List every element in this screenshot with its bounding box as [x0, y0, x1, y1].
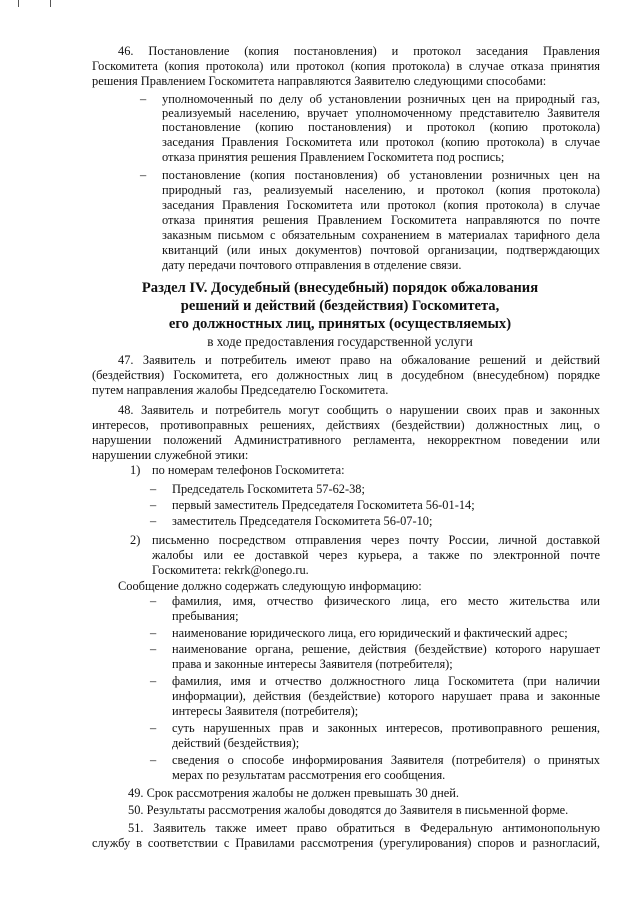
content-item-line: наименование органа, решение, действия (бездействие) которого нарушает [172, 642, 600, 656]
list-item-line: заказным письмом с обязательным сохранением в материалах тарифного дела [162, 228, 600, 242]
content-item-line: фамилия, имя, отчество физического лица, его место жительства или [172, 594, 600, 608]
dash-marker: – [150, 482, 157, 496]
section-heading-line: Раздел IV. Досудебный (внесудебный) порядок обжалования [141, 280, 539, 296]
paragraph-46-line: решения Правлением Госкомитета направляются Заявителю следующими способами: [92, 74, 547, 88]
dash-marker: – [150, 674, 157, 688]
contact-way-line: письменно посредством отправления через почту России, личной доставкой [152, 533, 600, 547]
content-item-line: мерах по результатам рассмотрения его сообщения. [172, 768, 446, 782]
list-item-line: заседания Правления Госкомитета или протокол (копия протокола) в случае [162, 198, 600, 212]
list-item-line: отказа принятия решения Правлением Госкомитета под роспись; [162, 150, 505, 164]
content-item-line: пребывания; [172, 609, 239, 623]
list-item-line: уполномоченный по делу об установлении розничных цен на природный газ, [162, 92, 600, 106]
section-heading-line: его должностных лиц, принятых (осуществляемых) [168, 316, 512, 332]
dash-marker: – [150, 514, 157, 528]
scan-artifact-line [50, 0, 51, 7]
content-item-line: сведения о способе информирования Заявителя (потребителя) о принятых [172, 753, 600, 767]
contact-way-line: жалобы или ее доставкой через курьера, а также по электронной почте [152, 548, 600, 562]
content-item-line: суть нарушенных прав и законных интересов, противоправного решения, [172, 721, 600, 735]
list-item-line: природный газ, реализуемый населению, и протокол (копия протокола) [162, 183, 600, 197]
content-item-line: наименование юридического лица, его юридический и фактический адрес; [172, 626, 568, 640]
list-item-line: постановление (копия постановления) об установлении розничных цен на [162, 168, 600, 182]
dash-marker: – [150, 594, 157, 608]
paragraph-47-line: (бездействия) Госкомитета, его должностных лиц в досудебном (внесудебном) порядке [92, 368, 600, 382]
content-item-line: действий (бездействия); [172, 736, 300, 750]
dash-marker: – [150, 721, 157, 735]
list-number: 1) [130, 463, 141, 477]
phone-line: заместитель Председателя Госкомитета 56-07-10; [172, 514, 433, 528]
paragraph-50: 50. Результаты рассмотрения жалобы доводятся до Заявителя в письменной форме. [128, 803, 569, 817]
paragraph-46-line: Госкомитета (копия протокола) или протокол (копия протокола) в случае отказа принятия [92, 59, 600, 73]
phone-line: Председатель Госкомитета 57-62-38; [172, 482, 365, 496]
content-intro: Сообщение должно содержать следующую информацию: [118, 579, 422, 593]
content-item-line: информации), действия (бездействие) которого нарушает права и законные [172, 689, 600, 703]
list-item-line: дату передачи почтового отправления в отделение связи. [162, 258, 462, 272]
paragraph-51-line: службу в соответствии с Правилами рассмотрения (урегулирования) споров и разногласий, [92, 836, 600, 850]
content-item-line: интересы Заявителя (потребителя); [172, 704, 359, 718]
dash-marker: – [140, 92, 147, 106]
paragraph-48-line: нарушении служебной этики: [92, 448, 249, 462]
section-heading-line: решений и действий (бездействия) Госкомитета, [180, 298, 500, 314]
list-number: 2) [130, 533, 141, 547]
dash-marker: – [150, 498, 157, 512]
dash-marker: – [150, 642, 157, 656]
list-item-line: квитанций (или иных документов) почтовой организации, подтверждающих [162, 243, 600, 257]
paragraph-48-line: нарушении положений Административного регламента, некорректном поведении или [92, 433, 600, 447]
contact-way-line: Госкомитета: rekrk@onego.ru. [152, 563, 309, 577]
paragraph-47-line: 47. Заявитель и потребитель имеют право на обжалование решений и действий [118, 353, 600, 367]
contact-way-text: по номерам телефонов Госкомитета: [152, 463, 345, 477]
list-item-line: отказа принятия решения Правлением Госкомитета направляются по почте [162, 213, 600, 227]
paragraph-49: 49. Срок рассмотрения жалобы не должен превышать 30 дней. [128, 786, 459, 800]
list-item-line: заседания Правления Госкомитета или протокол (копию протокола) в случае [162, 135, 600, 149]
paragraph-47-line: путем направления жалобы Председателю Госкомитета. [92, 383, 389, 397]
list-item-line: постановление (копию постановления) и протокол (копию протокола) [162, 120, 600, 134]
section-subtitle: в ходе предоставления государственной услуги [207, 334, 473, 349]
dash-marker: – [150, 753, 157, 767]
paragraph-48-line: 48. Заявитель и потребитель могут сообщить о нарушении своих прав и законных [118, 403, 600, 417]
scan-artifact-line [18, 0, 19, 7]
content-item-line: фамилия, имя и отчество должностного лица Госкомитета (при наличии [172, 674, 600, 688]
phone-line: первый заместитель Председателя Госкомитета 56-01-14; [172, 498, 475, 512]
paragraph-46-line: 46. Постановление (копия постановления) и протокол заседания Правления [118, 44, 600, 58]
dash-marker: – [140, 168, 147, 182]
content-item-line: права и законные интересы Заявителя (потребителя); [172, 657, 453, 671]
paragraph-51-line: 51. Заявитель также имеет право обратиться в Федеральную антимонопольную [128, 821, 600, 835]
dash-marker: – [150, 626, 157, 640]
paragraph-48-line: интересов, противоправных решениях, действиях (бездействии) должностных лиц, о [92, 418, 600, 432]
list-item-line: реализуемый населению, вручает уполномоченному представителю Заявителя [162, 106, 600, 120]
